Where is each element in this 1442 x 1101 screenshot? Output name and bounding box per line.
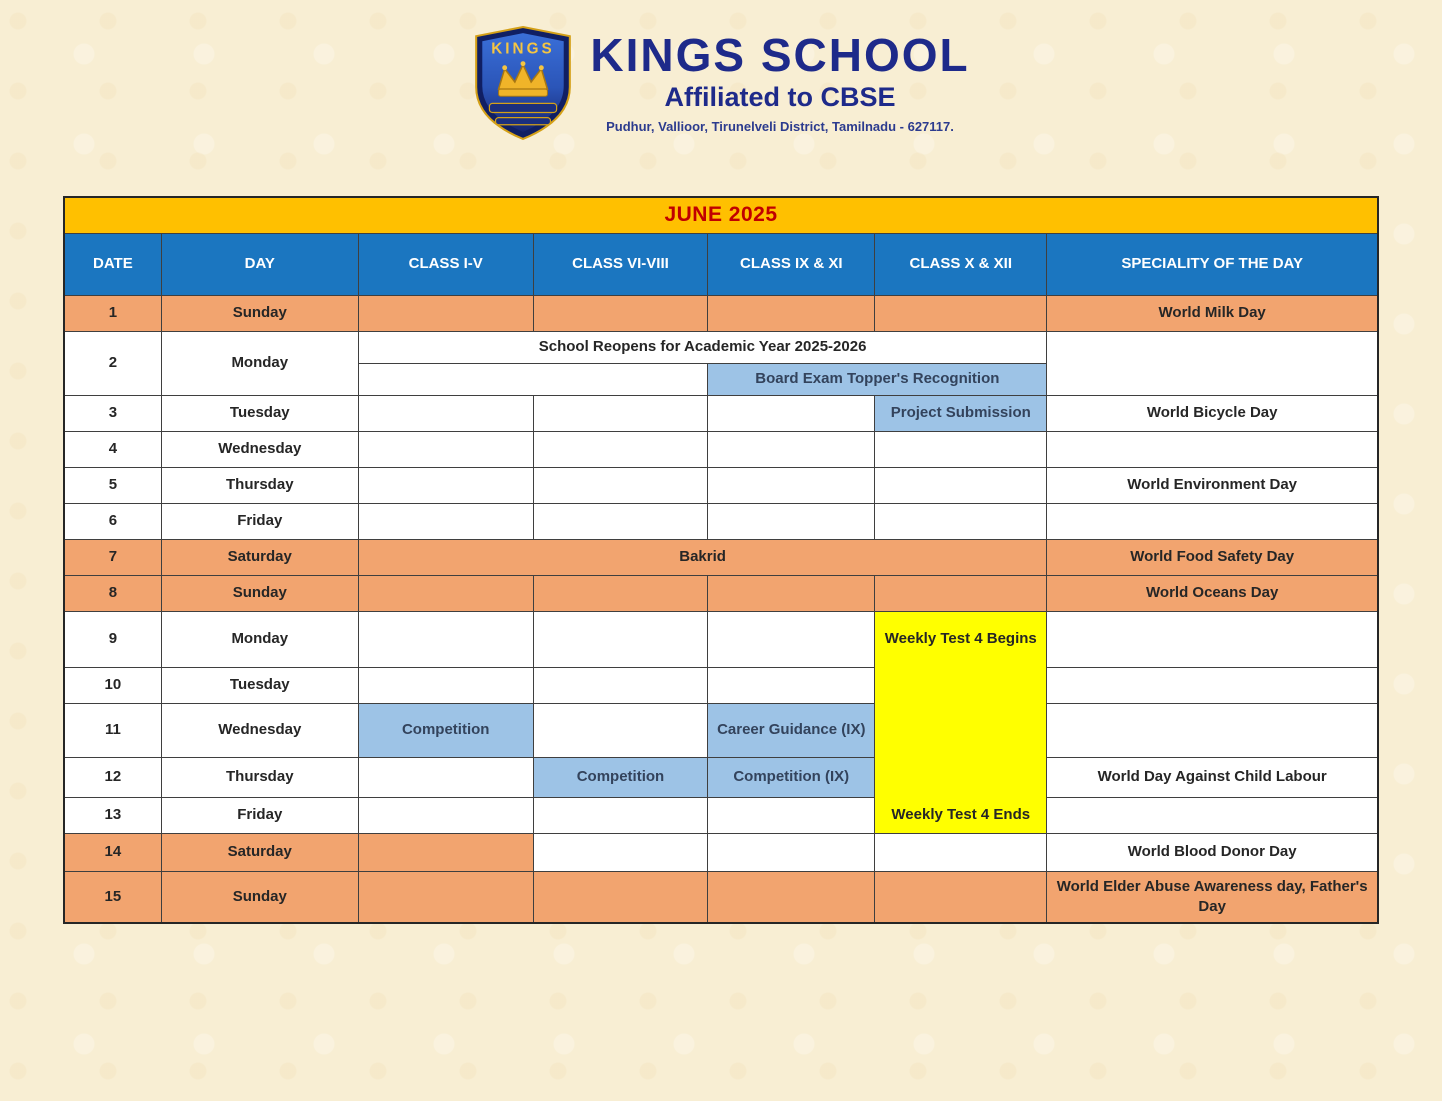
speciality-cell: World Environment Day (1047, 467, 1378, 503)
column-header-day: DAY (161, 233, 358, 295)
date-cell: 4 (64, 431, 161, 467)
day-cell: Tuesday (161, 667, 358, 703)
event-cell: Board Exam Topper's Recognition (708, 363, 1047, 395)
class-cell (875, 503, 1047, 539)
date-cell: 2 (64, 331, 161, 395)
banner-ribbon (490, 103, 557, 112)
test-event-cell (875, 757, 1047, 797)
letterhead (0, 26, 1442, 140)
class-cell (358, 667, 533, 703)
class-cell (708, 295, 875, 331)
class-cell (708, 503, 875, 539)
banner-ribbon-2 (496, 118, 551, 125)
class-cell (533, 295, 708, 331)
class-cell (358, 467, 533, 503)
class-cell (358, 363, 708, 395)
class-cell (875, 833, 1047, 871)
class-cell (358, 431, 533, 467)
calendar-row (64, 611, 1378, 667)
event-cell: Competition (IX) (708, 757, 875, 797)
column-header-speciality: SPECIALITY OF THE DAY (1047, 233, 1378, 295)
school-logo (472, 26, 574, 140)
calendar-header-row (64, 233, 1378, 295)
class-cell (533, 703, 708, 757)
class-cell (533, 833, 708, 871)
calendar-row (64, 833, 1378, 871)
column-header-class-vi-viii: CLASS VI-VIII (533, 233, 708, 295)
day-cell: Tuesday (161, 395, 358, 431)
speciality-cell: World Oceans Day (1047, 575, 1378, 611)
day-cell: Sunday (161, 871, 358, 923)
day-cell: Wednesday (161, 703, 358, 757)
class-cell (875, 575, 1047, 611)
class-cell (358, 797, 533, 833)
class-cell (358, 395, 533, 431)
calendar-row (64, 331, 1378, 363)
class-cell (708, 871, 875, 923)
column-header-class-i-v: CLASS I-V (358, 233, 533, 295)
class-cell (708, 797, 875, 833)
class-cell (533, 667, 708, 703)
calendar-row (64, 703, 1378, 757)
date-cell: 7 (64, 539, 161, 575)
speciality-cell: World Food Safety Day (1047, 539, 1378, 575)
class-cell (358, 833, 533, 871)
calendar-row (64, 431, 1378, 467)
day-cell: Saturday (161, 539, 358, 575)
calendar-table (63, 196, 1379, 924)
class-cell (708, 431, 875, 467)
calendar-row (64, 667, 1378, 703)
date-cell: 13 (64, 797, 161, 833)
event-cell: Competition (358, 703, 533, 757)
day-cell: Friday (161, 503, 358, 539)
calendar-month-title: JUNE 2025 (64, 197, 1378, 233)
class-cell (533, 431, 708, 467)
calendar-row (64, 467, 1378, 503)
class-cell (708, 667, 875, 703)
test-event-cell: Weekly Test 4 Begins (875, 611, 1047, 667)
class-cell (533, 503, 708, 539)
date-cell: 8 (64, 575, 161, 611)
calendar-row (64, 539, 1378, 575)
day-cell: Thursday (161, 757, 358, 797)
calendar-row (64, 395, 1378, 431)
speciality-cell (1047, 703, 1378, 757)
all-classes-event-cell: School Reopens for Academic Year 2025-2026 (358, 331, 1047, 363)
speciality-cell (1047, 797, 1378, 833)
speciality-cell: World Bicycle Day (1047, 395, 1378, 431)
school-text-block (590, 26, 969, 133)
date-cell: 9 (64, 611, 161, 667)
speciality-cell (1047, 431, 1378, 467)
date-cell: 5 (64, 467, 161, 503)
class-cell (708, 611, 875, 667)
class-cell (875, 467, 1047, 503)
event-cell: Competition (533, 757, 708, 797)
calendar-row (64, 797, 1378, 833)
speciality-cell: World Day Against Child Labour (1047, 757, 1378, 797)
calendar-row (64, 871, 1378, 923)
speciality-cell (1047, 503, 1378, 539)
class-cell (875, 295, 1047, 331)
calendar-row (64, 757, 1378, 797)
class-cell (533, 611, 708, 667)
column-header-class-x-xii: CLASS X & XII (875, 233, 1047, 295)
school-address: Pudhur, Vallioor, Tirunelveli District, Tamilnadu - 627117. (606, 119, 954, 134)
class-cell (358, 295, 533, 331)
column-header-date: DATE (64, 233, 161, 295)
day-cell: Wednesday (161, 431, 358, 467)
date-cell: 10 (64, 667, 161, 703)
class-cell (358, 575, 533, 611)
class-cell (708, 575, 875, 611)
speciality-cell: World Blood Donor Day (1047, 833, 1378, 871)
date-cell: 15 (64, 871, 161, 923)
crown-base (499, 89, 548, 96)
date-cell: 3 (64, 395, 161, 431)
speciality-cell (1047, 331, 1378, 395)
school-name: KINGS SCHOOL (590, 29, 970, 81)
date-cell: 12 (64, 757, 161, 797)
speciality-cell (1047, 667, 1378, 703)
date-cell: 11 (64, 703, 161, 757)
test-event-cell (875, 703, 1047, 757)
speciality-cell (1047, 611, 1378, 667)
calendar-title-row (64, 197, 1378, 233)
class-cell (533, 871, 708, 923)
day-cell: Monday (161, 611, 358, 667)
all-classes-event-cell: Bakrid (358, 539, 1047, 575)
class-cell (533, 467, 708, 503)
date-cell: 1 (64, 295, 161, 331)
class-cell (875, 431, 1047, 467)
day-cell: Monday (161, 331, 358, 395)
day-cell: Saturday (161, 833, 358, 871)
class-cell (358, 871, 533, 923)
day-cell: Friday (161, 797, 358, 833)
class-cell (708, 833, 875, 871)
calendar-row (64, 503, 1378, 539)
calendar-row (64, 575, 1378, 611)
day-cell: Sunday (161, 295, 358, 331)
class-cell (533, 395, 708, 431)
class-cell (533, 575, 708, 611)
class-cell (708, 395, 875, 431)
day-cell: Sunday (161, 575, 358, 611)
class-cell (533, 797, 708, 833)
class-cell (358, 503, 533, 539)
date-cell: 6 (64, 503, 161, 539)
test-event-cell (875, 667, 1047, 703)
day-cell: Thursday (161, 467, 358, 503)
class-cell (358, 611, 533, 667)
class-cell (875, 871, 1047, 923)
event-cell: Career Guidance (IX) (708, 703, 875, 757)
calendar-row (64, 295, 1378, 331)
logo-kings-text: KINGS (491, 40, 556, 58)
test-event-cell: Weekly Test 4 Ends (875, 797, 1047, 833)
date-cell: 14 (64, 833, 161, 871)
column-header-class-ix-xi: CLASS IX & XI (708, 233, 875, 295)
class-cell (358, 757, 533, 797)
speciality-cell: World Elder Abuse Awareness day, Father's Day (1047, 871, 1378, 923)
speciality-cell: World Milk Day (1047, 295, 1378, 331)
class-cell (708, 467, 875, 503)
event-cell: Project Submission (875, 395, 1047, 431)
school-affiliation: Affiliated to CBSE (664, 82, 896, 112)
